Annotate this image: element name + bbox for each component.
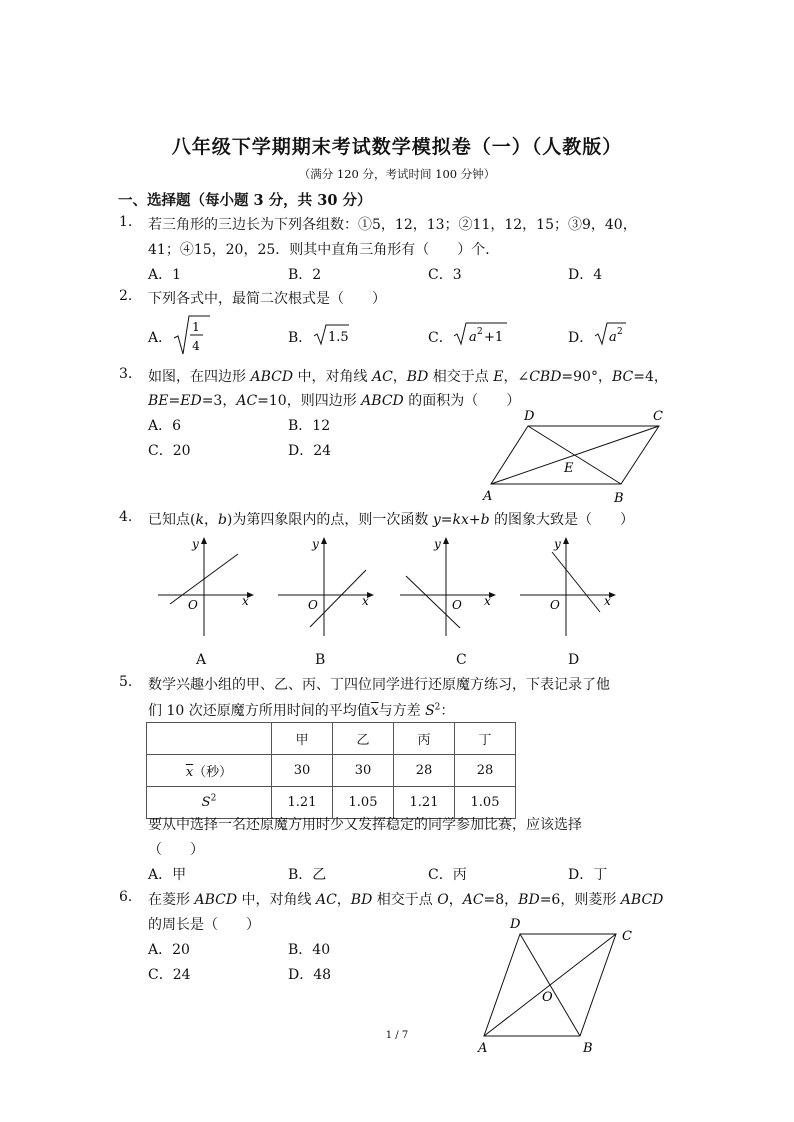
q2-option-b-label: B． [288, 330, 313, 346]
q3-text-line1: 如图，在四边形 ABCD 中，对角线 AC，BD 相交于点 E，∠CBD=90°，BC=4， [148, 369, 668, 385]
q4-label-c: C [456, 652, 467, 668]
q3-label-e: E [564, 461, 574, 476]
page-title: 八年级下学期期末考试数学模拟卷（一）（人教版） [171, 136, 623, 158]
q6-label-c: C [622, 929, 632, 944]
table-header-row [147, 723, 516, 755]
stats-table [146, 722, 516, 819]
q3-label-d: D [524, 409, 535, 424]
q6-label-d: D [510, 917, 521, 932]
q5-text-line2: 们 10 次还原魔方所用时间的平均值$\overline{x}$与方差 $S^2$： [148, 702, 455, 719]
table-header-cell: 丙 [394, 723, 455, 755]
q3-option-d: D．24 [288, 443, 332, 459]
q5-text-line1: 数学兴趣小组的甲、乙、丙、丁四位同学进行还原魔方练习，下表记录了他 [148, 677, 610, 693]
q4-graph-d [512, 532, 622, 642]
q1-option-a: A．1 [148, 267, 182, 283]
q4d-x: x [604, 594, 611, 608]
q2-option-c-sqrt [453, 320, 509, 348]
q6-label-b: B [583, 1041, 593, 1056]
q2-option-d-label: D． [568, 330, 594, 346]
q4c-x: x [484, 594, 491, 608]
q6-option-b: B．40 [288, 942, 331, 958]
section-heading: 一、选择题（每小题 3 分，共 30 分） [118, 192, 372, 209]
table-header-cell: 乙 [333, 723, 394, 755]
table-row [147, 755, 516, 787]
q4a-o: O [188, 598, 198, 612]
q2-d-var: a [609, 330, 617, 345]
q6-text-line2: 的周长是（ ） [148, 917, 260, 933]
q4-label-b: B [315, 652, 326, 668]
q2-d-exp: 2 [617, 327, 623, 337]
q3-text-line2: BE=ED=3，AC=10，则四边形 ABCD 的面积为（ ） [148, 393, 521, 409]
q3-quadrilateral-figure [475, 402, 675, 510]
q2-c-var: a [469, 330, 477, 345]
table-cell: 1.05 [455, 787, 516, 819]
q3-option-a: A．6 [148, 418, 182, 434]
table-cell: 1.21 [394, 787, 455, 819]
table-cell: 28 [394, 755, 455, 787]
q2-option-a-sqrt-fraction [172, 312, 212, 358]
row-label-mean: $\overline{x}$（秒） [147, 755, 272, 787]
q4a-y: y [192, 537, 199, 551]
q1-number: 1. [119, 214, 133, 230]
q5-option-b: B．乙 [288, 867, 327, 883]
table-cell: 1.21 [272, 787, 333, 819]
q4-number: 4. [119, 509, 133, 525]
q4c-y: y [434, 537, 441, 551]
row-label-variance: $S^2$ [147, 787, 272, 819]
q4-graph-b [270, 532, 380, 642]
q1-option-d: D．4 [568, 267, 603, 283]
q3-label-b: B [614, 491, 624, 506]
q3-label-c: C [653, 409, 663, 424]
q2-number: 2. [119, 288, 133, 304]
q4d-o: O [550, 598, 560, 612]
table-header-cell [147, 723, 272, 755]
q6-label-o: O [542, 990, 553, 1005]
q6-text-line1: 在菱形 ABCD 中，对角线 AC，BD 相交于点 O，AC=8，BD=6，则菱形 ABCD [148, 892, 664, 908]
q5-text-line3: 要从中选择一名还原魔方用时少又发挥稳定的同学参加比赛，应该选择 [148, 817, 582, 833]
q3-option-c: C．20 [148, 443, 191, 459]
q4c-o: O [452, 598, 462, 612]
q4a-x: x [242, 594, 249, 608]
q4-label-a: A [196, 652, 207, 668]
q2-option-a-label: A． [148, 330, 173, 346]
q6-number: 6. [119, 889, 133, 905]
q1-text-line2: 41；④15，20，25．则其中直角三角形有（ ）个． [148, 242, 500, 258]
q1-text-line1: 若三角形的三边长为下列各组数：①5，12，13；②11，12，15；③9，40， [148, 217, 637, 233]
q4-label-d: D [568, 652, 580, 668]
q4-graph-a [150, 532, 260, 642]
exam-info: （满分 120 分，考试时间 100 分钟） [298, 167, 496, 181]
q2-radicand-b: 1.5 [328, 330, 349, 345]
q5-text-line4: （ ） [148, 842, 204, 858]
q3-label-a: A [483, 489, 493, 504]
q2-c-plus-one: +1 [484, 330, 504, 345]
q6-option-c: C．24 [148, 967, 191, 983]
q3-number: 3. [119, 366, 133, 382]
table-cell: 1.05 [333, 787, 394, 819]
table-cell: 30 [333, 755, 394, 787]
q1-option-b: B．2 [288, 267, 322, 283]
table-cell: 30 [272, 755, 333, 787]
q4-graph-c [392, 532, 502, 642]
q2-option-d-sqrt [594, 320, 628, 348]
q2-c-exp: 2 [477, 327, 483, 337]
q4b-x: x [362, 594, 369, 608]
q2-frac-den: 4 [192, 339, 200, 353]
q5-option-a: A．甲 [148, 867, 187, 883]
q5-number: 5. [119, 674, 133, 690]
table-header-cell: 丁 [455, 723, 516, 755]
q2-option-b-sqrt [313, 322, 353, 348]
q2-frac-num: 1 [192, 320, 200, 334]
q3-option-b: B．12 [288, 418, 331, 434]
q2-text: 下列各式中，最简二次根式是（ ） [148, 291, 386, 307]
q5-option-c: C．丙 [428, 867, 467, 883]
q4b-o: O [308, 598, 318, 612]
q4-text: 已知点(k，b)为第四象限内的点，则一次函数 y=kx+b 的图象大致是（ ） [148, 512, 635, 528]
q4d-y: y [554, 537, 561, 551]
q6-label-a: A [478, 1041, 488, 1056]
q2-option-c-label: C． [428, 330, 453, 346]
q1-option-c: C．3 [428, 267, 462, 283]
table-cell: 28 [455, 755, 516, 787]
q6-option-d: D．48 [288, 967, 332, 983]
q6-option-a: A．20 [148, 942, 190, 958]
page-number: 1 / 7 [385, 1030, 409, 1041]
q4b-y: y [312, 537, 319, 551]
q5-option-d: D．丁 [568, 867, 608, 883]
table-header-cell: 甲 [272, 723, 333, 755]
